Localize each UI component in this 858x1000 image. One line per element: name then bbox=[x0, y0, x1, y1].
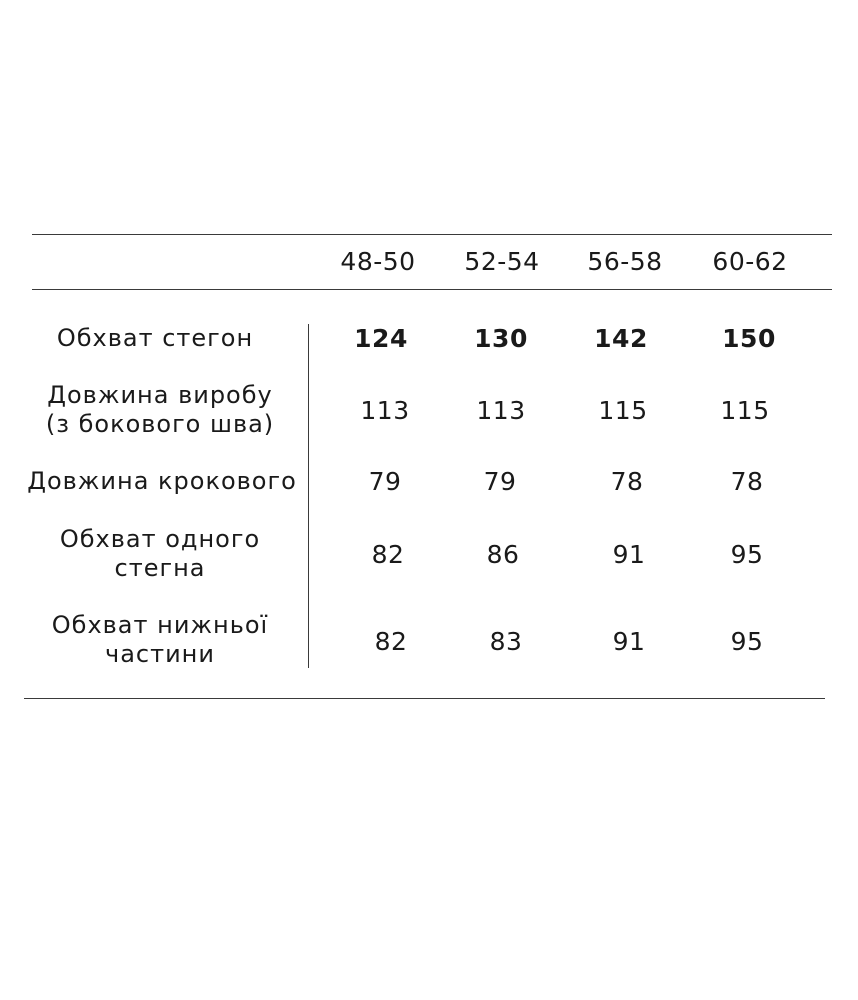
value-cell: 79 bbox=[368, 466, 402, 496]
row-label-line: частини bbox=[105, 640, 215, 668]
value-cell: 78 bbox=[610, 466, 644, 496]
table-bottom-rule bbox=[24, 698, 825, 699]
size-header-56-58: 56-58 bbox=[587, 246, 663, 276]
value-cell: 142 bbox=[594, 323, 648, 353]
value-cell: 79 bbox=[483, 466, 517, 496]
row-label-inseam-length: Довжина крокового bbox=[27, 466, 297, 495]
row-label-product-length bbox=[10, 379, 310, 441]
value-cell: 95 bbox=[730, 539, 764, 569]
row-label-line: Обхват одного bbox=[59, 525, 261, 553]
row-label-lower-part-girth bbox=[10, 609, 310, 671]
value-cell: 113 bbox=[360, 395, 410, 425]
size-header-48-50: 48-50 bbox=[340, 246, 416, 276]
header-separator-rule bbox=[32, 289, 832, 290]
value-cell: 91 bbox=[612, 626, 646, 656]
row-label-thigh-girth bbox=[10, 523, 310, 585]
value-cell: 78 bbox=[730, 466, 764, 496]
value-cell: 113 bbox=[476, 395, 526, 425]
row-label-line: (з бокового шва) bbox=[45, 410, 275, 438]
value-cell: 82 bbox=[374, 626, 408, 656]
table-top-rule bbox=[32, 234, 832, 235]
row-label-line: стегна bbox=[114, 554, 206, 582]
row-label-line: Обхват нижньої bbox=[51, 611, 269, 639]
row-label-line: Довжина виробу bbox=[47, 381, 273, 409]
value-cell: 95 bbox=[730, 626, 764, 656]
size-header-60-62: 60-62 bbox=[712, 246, 788, 276]
value-cell: 82 bbox=[371, 539, 405, 569]
value-cell: 86 bbox=[486, 539, 520, 569]
value-cell: 91 bbox=[612, 539, 646, 569]
value-cell: 124 bbox=[354, 323, 408, 353]
row-label-hip-girth: Обхват стегон bbox=[56, 323, 254, 352]
value-cell: 115 bbox=[720, 395, 770, 425]
value-cell: 115 bbox=[598, 395, 648, 425]
value-cell: 83 bbox=[489, 626, 523, 656]
size-header-52-54: 52-54 bbox=[464, 246, 540, 276]
value-cell: 150 bbox=[722, 323, 776, 353]
value-cell: 130 bbox=[474, 323, 528, 353]
